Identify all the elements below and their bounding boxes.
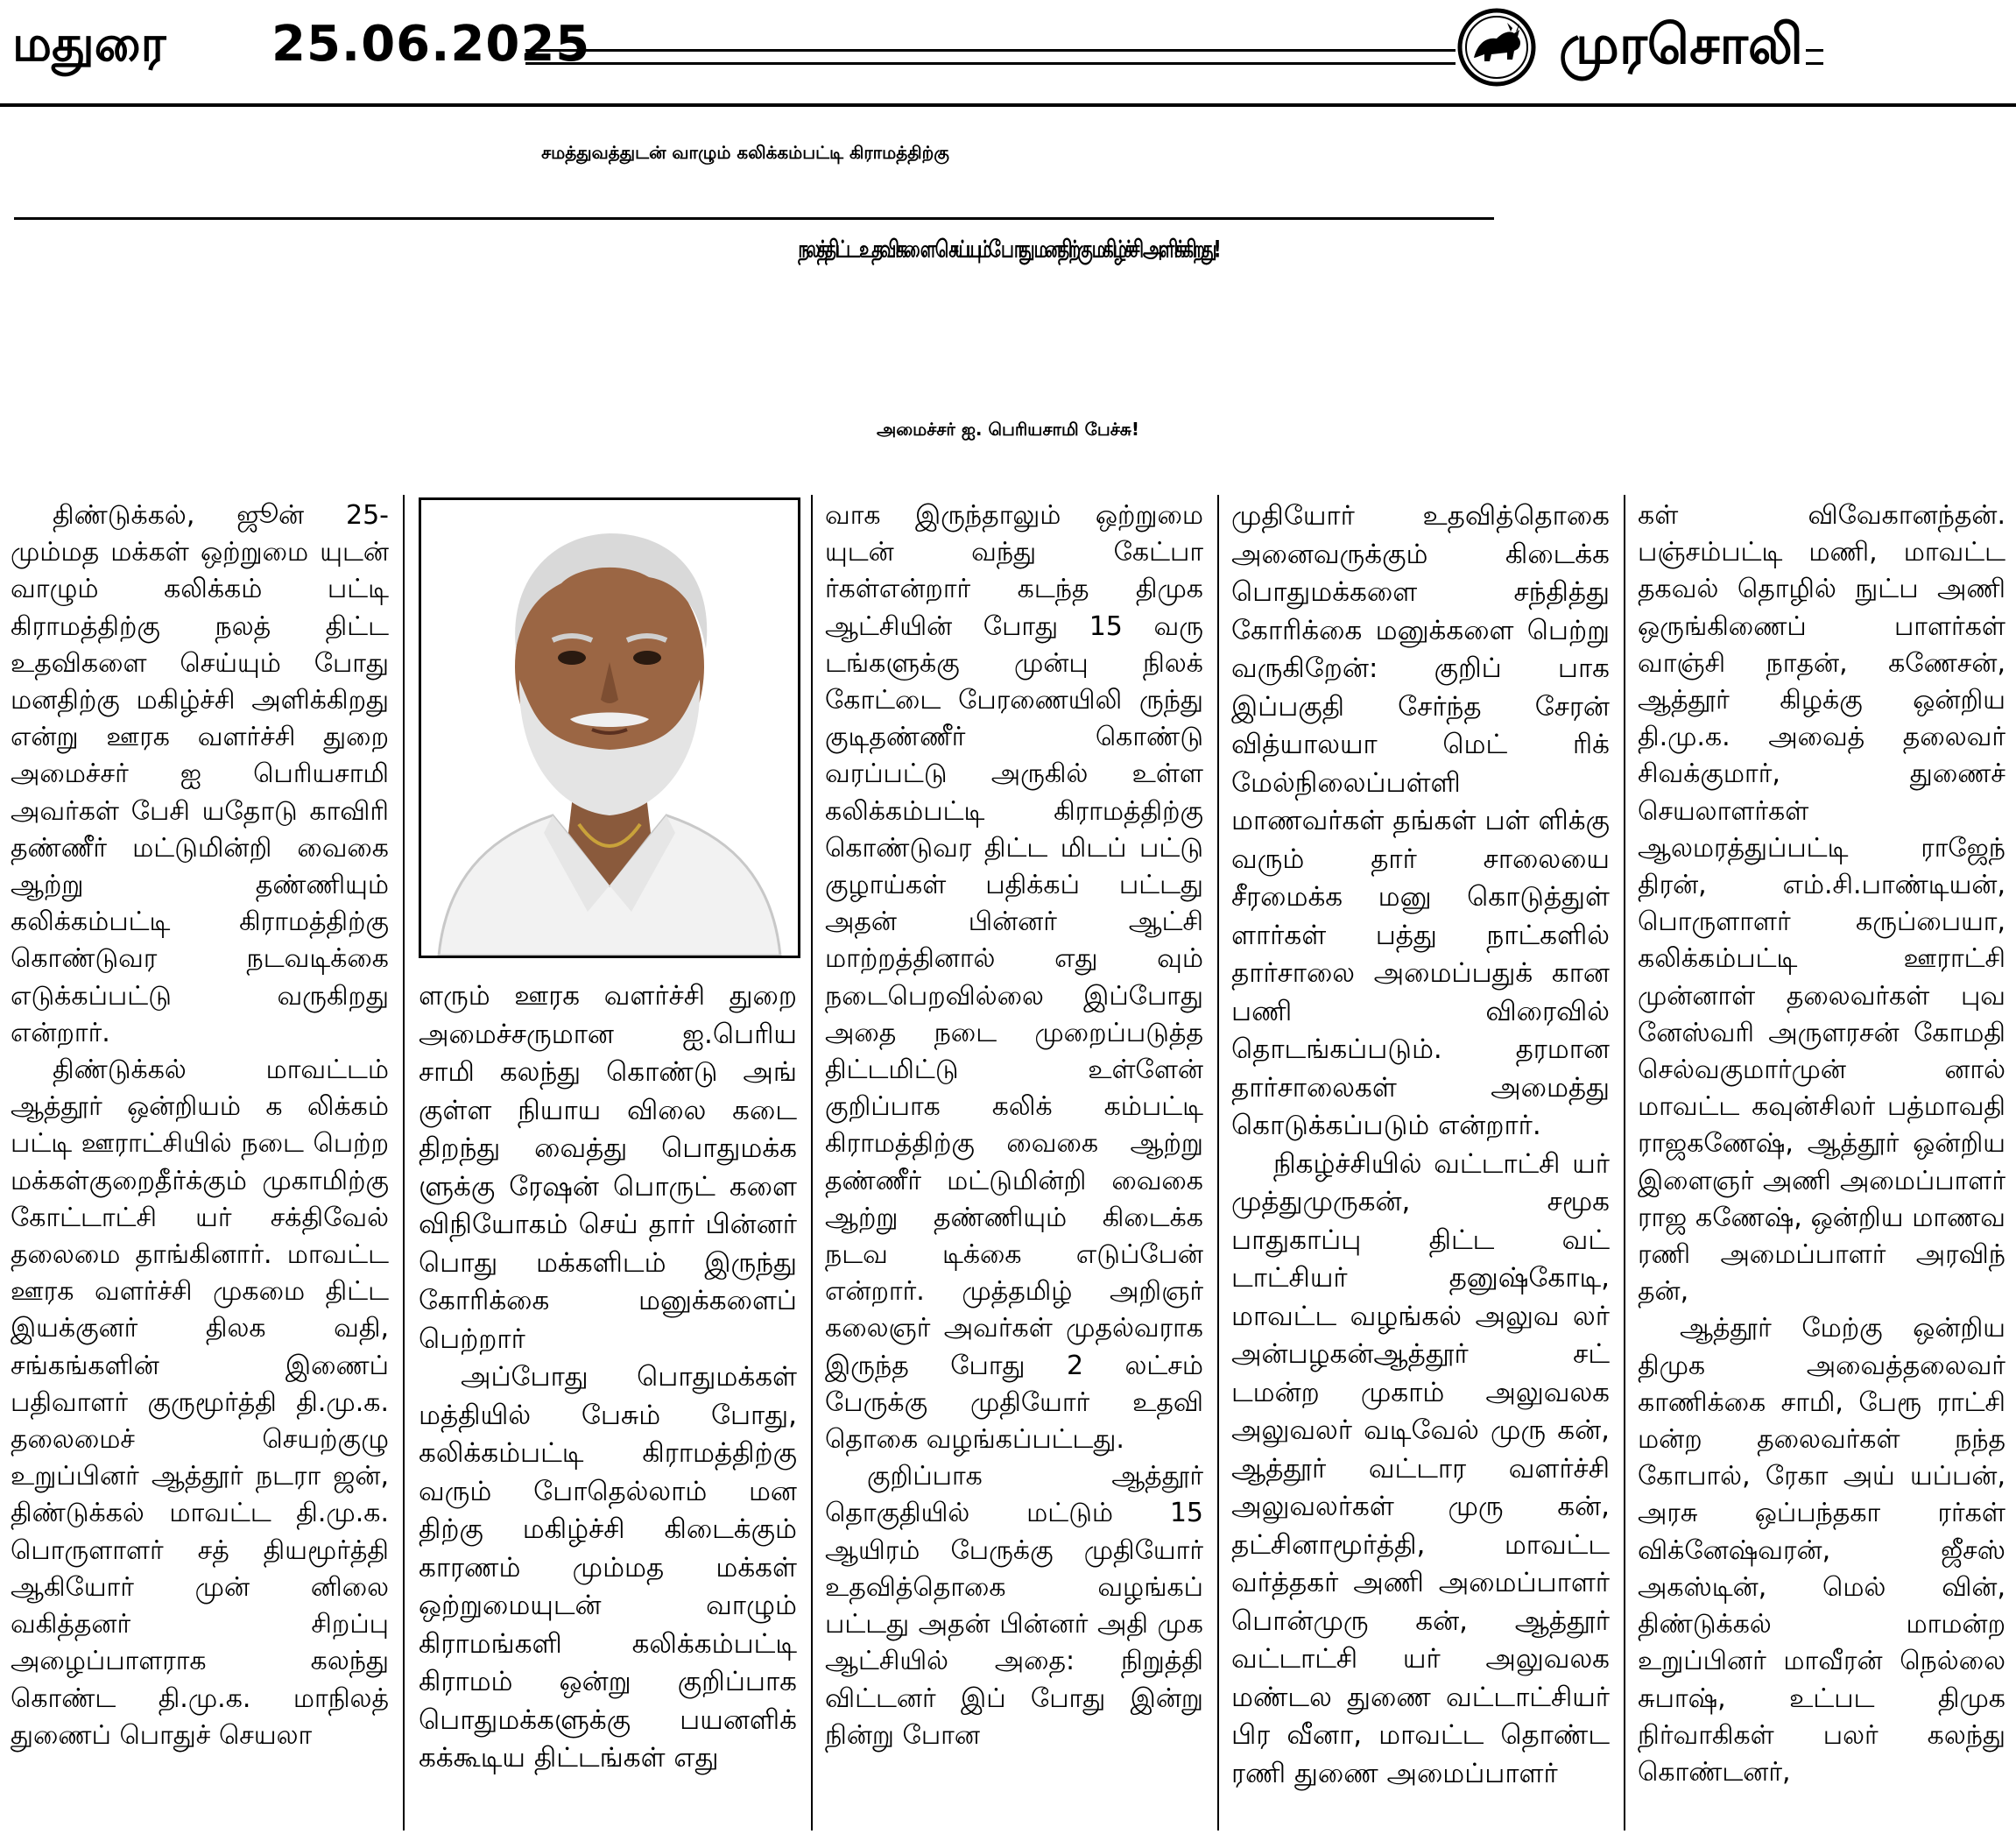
- article-column-1: [11, 497, 389, 1829]
- edition-city: மதுரை: [12, 16, 166, 73]
- column-2-paragraph-1: ளரும் ஊரக வளர்ச்சி துறை அமைச்சருமான ஐ.பெரிய சாமி கலந்து கொண்டு அங் குள்ள நியாய விலை கடை திறந்து வைத்து பொதுமக்க ளுக்கு ரேஷன் பொருட் களை விநியோகம் செய் தார் பின்னர் பொது மக்களிடம் இருந்து கோரிக்கை மனுக்களைப் பெற்றார்: [419, 980, 797, 1355]
- column-1-paragraph-1: திண்டுக்கல், ஜூன் 25- மும்மத மக்கள் ஒற்றுமை யுடன் வாழும் கலிக்கம் பட்டி கிராமத்திற்கு நலத் திட்ட உதவிகளை செய்யும் போது மனதிற்கு மகிழ்ச்சி அளிக்கிறது என்று ஊரக வளர்ச்சி துறை அமைச்சர் ஐ பெரியசாமி அவர்கள் பேசி யதோடு காவிரி தண்ணீர் மட்டுமின்றி வைகை ஆற்று தண்ணியும் கலிக்கம்பட்டி கிராமத்திற்கு கொண்டுவர நடவடிக்கை எடுக்கப்பட்டு வருகிறது என்றார்.: [11, 500, 389, 1048]
- column-4-paragraph-2: நிகழ்ச்சியில் வட்டாட்சி யர் முத்துமுருகன், சமூக பாதுகாப்பு திட்ட வட் டாட்சியர் தனுஷ்கோடி, மாவட்ட வழங்கல் அலுவ லர் அன்பழகன்ஆத்தூர் சட் டமன்ற முகாம் அலுவலக அலுவலர் வடிவேல் முரு கன், ஆத்தூர் வட்டார வளர்ச்சி அலுவலர்கள் முரு கன், தட்சினாமூர்த்தி, மாவட்ட வர்த்தகர் அணி அமைப்பாளர் பொன்முரு கன், ஆத்தூர் வட்டாட்சி யர் அலுவலக மண்டல துணை வட்டாட்சியர் பிர வீனா, மாவட்ட தொண்ட ரணி துணை அமைப்பாளர்: [1231, 1147, 1610, 1789]
- column-3-paragraph-2: குறிப்பாக ஆத்தூர் தொகுதியில் மட்டும் 15 ஆயிரம் பேருக்கு முதியோர் உதவித்தொகை வழங்கப் பட்டது அதன் பின்னர் அதி முக ஆட்சியில் அதை: நிறுத்தி விட்டனர் இப் போது இன்று நின்று போன: [825, 1461, 1203, 1751]
- masthead-bottom-rule: [0, 103, 2016, 107]
- portrait-illustration: [421, 500, 798, 956]
- column-5-paragraph-1: கள் விவேகானந்தன். பஞ்சம்பட்டி மணி, மாவட்ட தகவல் தொழில் நுட்ப அணி ஒருங்கிணைப் பாளர்கள் வாஞ்சி நாதன், கணேசன், ஆத்தூர் கிழக்கு ஒன்றிய தி.மு.க. அவைத் தலைவர் சிவக்குமார், துணைச் செயலாளர்கள் ஆலமரத்துப்பட்டி ராஜேந் திரன், எம்.சி.பாண்டியன், பொருளாளர் கருப்பையா, கலிக்கம்பட்டி ஊராட்சி முன்னாள் தலைவர்கள் புவ னேஸ்வரி அருளரசன் கோமதி செல்வகுமார்முன் னால் மாவட்ட கவுன்சிலர் பத்மாவதி ராஜகணேஷ், ஆத்தூர் ஒன்றிய இளைஞர் அணி அமைப்பாளர் ராஜ கணேஷ், ஒன்றிய மாணவ ரணி அமைப்பாளர் அரவிந் தன்,: [1638, 500, 2005, 1308]
- article-column-2: [419, 977, 797, 1827]
- column-3-paragraph-1: வாக இருந்தாலும் ஒற்றுமை யுடன் வந்து கேட்பா ர்கள்என்றார் கடந்த திமுக ஆட்சியின் போது 15 வரு டங்களுக்கு முன்பு நிலக் கோட்டை பேரணையிலி ருந்து குடிதண்ணீர் கொண்டு வரப்பட்டு அருகில் உள்ள கலிக்கம்பட்டி கிராமத்திற்கு கொண்டுவர திட்ட மிடப் பட்டு குழாய்கள் பதிக்கப் பட்டது அதன் பின்னர் ஆட்சி மாற்றத்தினால் எது வும் நடைபெறவில்லை இப்போது அதை நடை முறைப்படுத்த திட்டமிட்டு உள்ளேன் குறிப்பாக கலிக் கம்பட்டி கிராமத்திற்கு வைகை ஆற்று தண்ணீர் மட்டுமின்றி வைகை ஆற்று தண்ணியும் கிடைக்க நடவ டிக்கை எடுப்பேன் என்றார். முத்தமிழ் அறிஞர் கலைஞர் அவர்கள் முதல்வராக இருந்த போது 2 லட்சம் பேருக்கு முதியோர் உதவி தொகை வழங்கப்பட்டது.: [825, 500, 1203, 1456]
- column-divider-1: [403, 495, 405, 1830]
- column-4-paragraph-1: முதியோர் உதவித்தொகை அனைவருக்கும் கிடைக்க பொதுமக்களை சந்தித்து கோரிக்கை மனுக்களை பெற்று வருகிறேன்: குறிப் பாக இப்பகுதி சேர்ந்த சேரன் வித்யாலயா மெட் ரிக் மேல்நிலைப்பள்ளி மாணவர்கள் தங்கள் பள் ளிக்கு வரும் தார் சாலையை சீரமைக்க மனு கொடுத்துள் ளார்கள் பத்து நாட்களில் தார்சாலை அமைப்பதுக் கான பணி விரைவில் தொடங்கப்படும். தரமான தார்சாலைகள் அமைத்து கொடுக்கப்படும் என்றார்.: [1231, 500, 1610, 1141]
- article-headline: நலத்திட்ட உதவிகளை செய்யும்போது மனதிற்கு மகிழ்ச்சி அளிக்கிறது!: [798, 235, 1218, 264]
- edition-date: 25.06.2025: [271, 16, 591, 73]
- column-1-paragraph-2: திண்டுக்கல் மாவட்டம் ஆத்தூர் ஒன்றியம் க லிக்கம் பட்டி ஊராட்சியில் நடை பெற்ற மக்கள்குறைதீர்க்கும் முகாமிற்கு கோட்டாட்சி யர் சக்திவேல் தலைமை தாங்கினார். மாவட்ட ஊரக வளர்ச்சி முகமை திட்ட இயக்குனர் திலக வதி, சங்கங்களின் இணைப் பதிவாளர் குருமூர்த்தி தி.மு.க. தலைமைச் செயற்குழு உறுப்பினர் ஆத்தூர் நடரா ஜன், திண்டுக்கல் மாவட்ட தி.மு.க. பொருளாளர் சத் தியமூர்த்தி ஆகியோர் முன் னிலை வகித்தனர் சிறப்பு அழைப்பாளராக கலந்து கொண்ட தி.மு.க. மாநிலத் துணைப் பொதுச் செயலா: [11, 1055, 389, 1751]
- column-2-paragraph-2: அப்போது பொதுமக்கள் மத்தியில் பேசும் போது, கலிக்கம்பட்டி கிராமத்திற்கு வரும் போதெல்லாம் மன திற்கு மகிழ்ச்சி கிடைக்கும் காரணம் மும்மத மக்கள் ஒற்றுமையுடன் வாழும் கிராமங்களி கலிக்கம்பட்டி கிராமம் ஒன்று குறிப்பாக பொதுமக்களுக்கு பயனளிக் கக்கூடிய திட்டங்கள் எது: [419, 1361, 797, 1774]
- article-subhead: அமைச்சர் ஐ. பெரியசாமி பேச்சு!: [877, 419, 1139, 440]
- column-divider-3: [1217, 495, 1219, 1830]
- column-5-paragraph-2: ஆத்தூர் மேற்கு ஒன்றிய திமுக அவைத்தலைவர் காணிக்கை சாமி, பேரூ ராட்சி மன்ற தலைவர்கள் நந்த கோபால், ரேகா அய் யப்பன், அரசு ஒப்பந்தகா ரர்கள் விக்னேஷ்வரன், ஜீசஸ் அகஸ்டின், மெல் வின், திண்டுக்கல் மாமன்ற உறுப்பினர் மாவீரன் நெல்லை சுபாஷ், உட்பட திமுக நிர்வாகிகள் பலர் கலந்து கொண்டனர்,: [1638, 1313, 2005, 1788]
- masthead-rule-right: [1806, 49, 1823, 65]
- minister-portrait-photo: [419, 497, 800, 958]
- kicker-underline: [14, 217, 1494, 220]
- column-divider-4: [1624, 495, 1625, 1830]
- article-column-5: [1638, 497, 2005, 1829]
- murasoli-bull-emblem-icon: [1456, 7, 1537, 88]
- newspaper-name: முரசொலி: [1559, 12, 1803, 76]
- article-column-3: [825, 497, 1203, 1829]
- article-column-4: [1231, 497, 1610, 1829]
- masthead-rule-left: [525, 49, 1456, 65]
- column-divider-2: [811, 495, 813, 1830]
- masthead: [0, 0, 2016, 109]
- article-kicker: சமத்துவத்துடன் வாழும் கலிக்கம்பட்டி கிராமத்திற்கு: [541, 142, 949, 163]
